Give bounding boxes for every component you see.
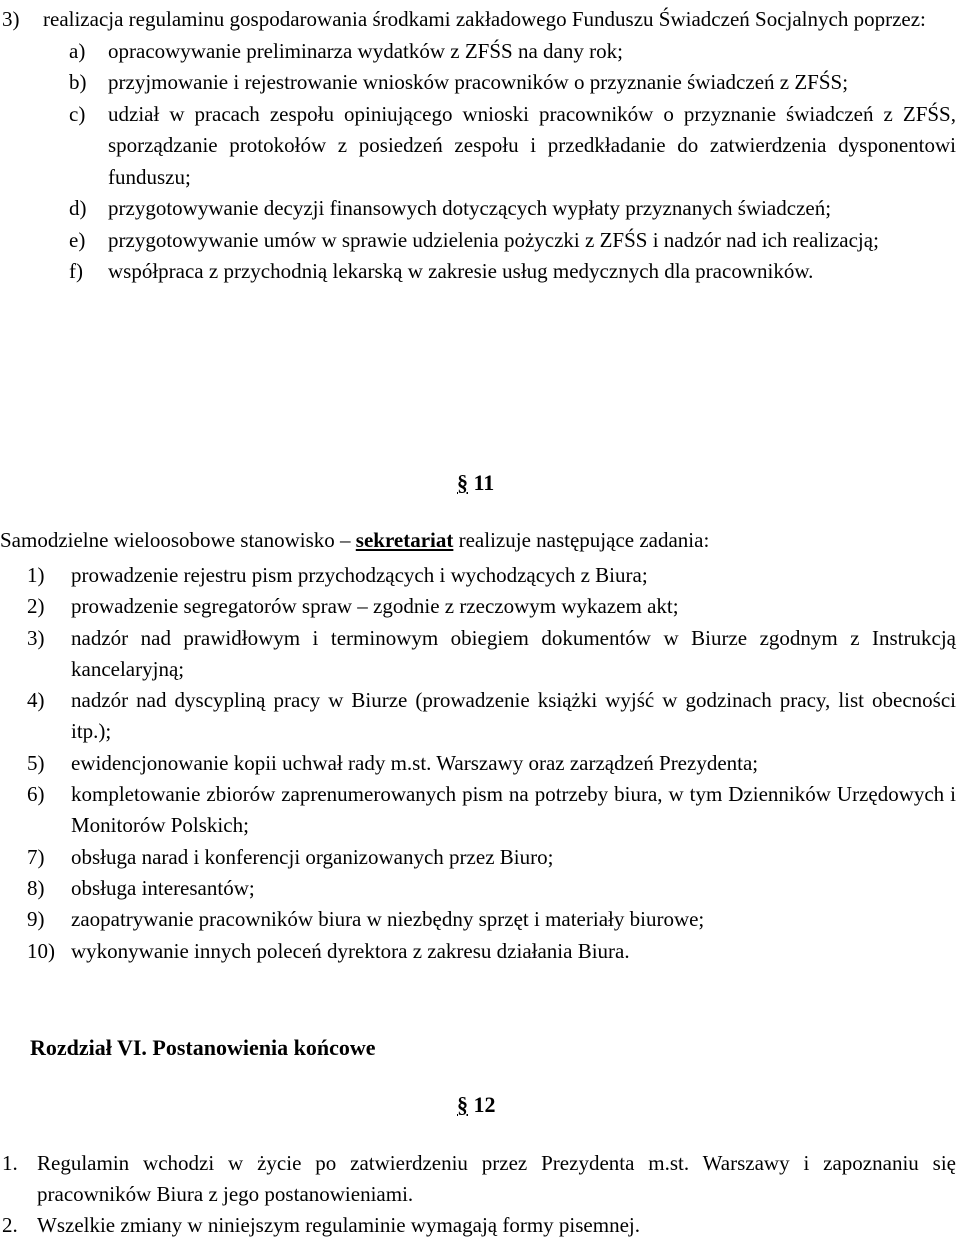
task-number: 10)	[27, 938, 55, 963]
subitem-text: współpraca z przychodnią lekarską w zakresie usług medycznych dla pracowników.	[108, 259, 814, 283]
task-number: 8)	[27, 875, 45, 900]
subitem-text: opracowywanie preliminarza wydatków z ZFŚS na dany rok;	[108, 38, 623, 63]
task-text: nadzór nad dyscypliną pracy w Biurze (prowadzenie książki wyjść w godzinach pracy, list obecności itp.);	[71, 688, 956, 744]
subitem-label: f)	[69, 259, 83, 283]
section-sign: §	[457, 470, 468, 495]
task-text: prowadzenie segregatorów spraw – zgodnie z rzeczowym wykazem akt;	[71, 594, 679, 619]
task-number: 7)	[27, 844, 45, 869]
task-number: 6)	[27, 782, 45, 807]
provision-text: Regulamin wchodzi w życie po zatwierdzeniu przez Prezydenta m.st. Warszawy i zapoznaniu się pracowników Biura z jego postanowieniami.	[37, 1151, 956, 1206]
task-item	[0, 560, 956, 591]
final-provisions-list	[0, 1148, 956, 1241]
task-item	[0, 591, 956, 622]
secretariat-intro	[0, 528, 956, 553]
task-item	[0, 904, 956, 935]
subitem-f	[69, 256, 956, 288]
task-text: nadzór nad prawidłowym i terminowym obiegiem dokumentów w Biurze zgodnym z Instrukcją kancelaryjną;	[71, 625, 956, 681]
subitem-text: przyjmowanie i rejestrowanie wniosków pracowników o przyznanie świadczeń z ZFŚS;	[108, 70, 849, 94]
task-item	[0, 873, 956, 904]
paragraph-number: 11	[473, 470, 495, 495]
paragraph-11-heading	[457, 470, 494, 496]
task-number: 4)	[27, 688, 45, 713]
task-number: 9)	[27, 907, 45, 932]
intro-before: Samodzielne wieloosobowe stanowisko –	[0, 528, 356, 552]
task-text: zaopatrywanie pracowników biura w niezbędny sprzęt i materiały biurowe;	[71, 907, 705, 932]
list-item-text: realizacja regulaminu gospodarowania środkami zakładowego Funduszu Świadczeń Socjalnych poprzez:	[43, 7, 926, 31]
task-number: 5)	[27, 750, 45, 775]
task-text: prowadzenie rejestru pism przychodzących i wychodzących z Biura;	[71, 563, 648, 587]
paragraph-12-heading	[457, 1092, 496, 1118]
task-text: wykonywanie innych poleceń dyrektora z zakresu działania Biura.	[71, 938, 630, 963]
task-item	[0, 936, 956, 967]
intro-highlight: sekretariat	[355, 528, 454, 552]
subitem-text: przygotowywanie decyzji finansowych dotyczących wypłaty przyznanych świadczeń;	[108, 196, 832, 220]
paragraph-number: 12	[473, 1092, 496, 1117]
subitem-d	[69, 193, 956, 225]
secretariat-task-list	[0, 560, 956, 967]
task-item	[0, 685, 956, 748]
subitem-b	[69, 67, 956, 99]
provision-item	[0, 1148, 956, 1210]
task-text: kompletowanie zbiorów zaprenumerowanych pism na potrzeby biura, w tym Dzienników Urzędowych i Monitorów Polskich;	[71, 782, 956, 838]
subitem-label: c)	[69, 101, 86, 126]
task-item	[0, 623, 956, 686]
intro-after: realizuje następujące zadania:	[453, 528, 710, 552]
task-text: obsługa interesantów;	[71, 875, 255, 900]
zfss-task-list	[0, 4, 956, 288]
task-number: 2)	[27, 594, 45, 619]
provision-text: Wszelkie zmiany w niniejszym regulaminie wymagają formy pisemnej.	[37, 1213, 640, 1237]
subitem-label: d)	[69, 196, 87, 220]
list-item-3	[0, 4, 956, 36]
task-text: ewidencjonowanie kopii uchwał rady m.st. Warszawy oraz zarządzeń Prezydenta;	[71, 750, 759, 775]
subitem-a	[69, 36, 956, 68]
task-item	[0, 779, 956, 842]
section-sign: §	[457, 1092, 468, 1117]
provision-item	[0, 1210, 956, 1241]
provision-number: 1.	[2, 1151, 18, 1175]
chapter-heading: Rozdział VI. Postanowienia końcowe	[30, 1035, 376, 1060]
subitem-e	[69, 225, 956, 257]
subitem-label: e)	[69, 227, 86, 252]
task-number: 3)	[27, 625, 45, 650]
task-item	[0, 748, 956, 779]
task-item	[0, 842, 956, 873]
task-text: obsługa narad i konferencji organizowanych przez Biuro;	[71, 844, 554, 869]
task-number: 1)	[27, 563, 45, 587]
list-number: 3)	[2, 7, 20, 31]
provision-number: 2.	[2, 1213, 18, 1237]
subitem-c	[69, 99, 956, 194]
subitem-label: a)	[69, 38, 86, 63]
subitem-text: udział w pracach zespołu opiniującego wnioski pracowników o przyznanie świadczeń z ZFŚS, sporządzanie protokołów z posiedzeń zespołu i przedkładanie do zatwierdzenia dysponentowi funduszu;	[108, 101, 956, 189]
subitem-label: b)	[69, 70, 87, 94]
subitem-text: przygotowywanie umów w sprawie udzielenia pożyczki z ZFŚS i nadzór nad ich realizacją;	[108, 227, 879, 252]
